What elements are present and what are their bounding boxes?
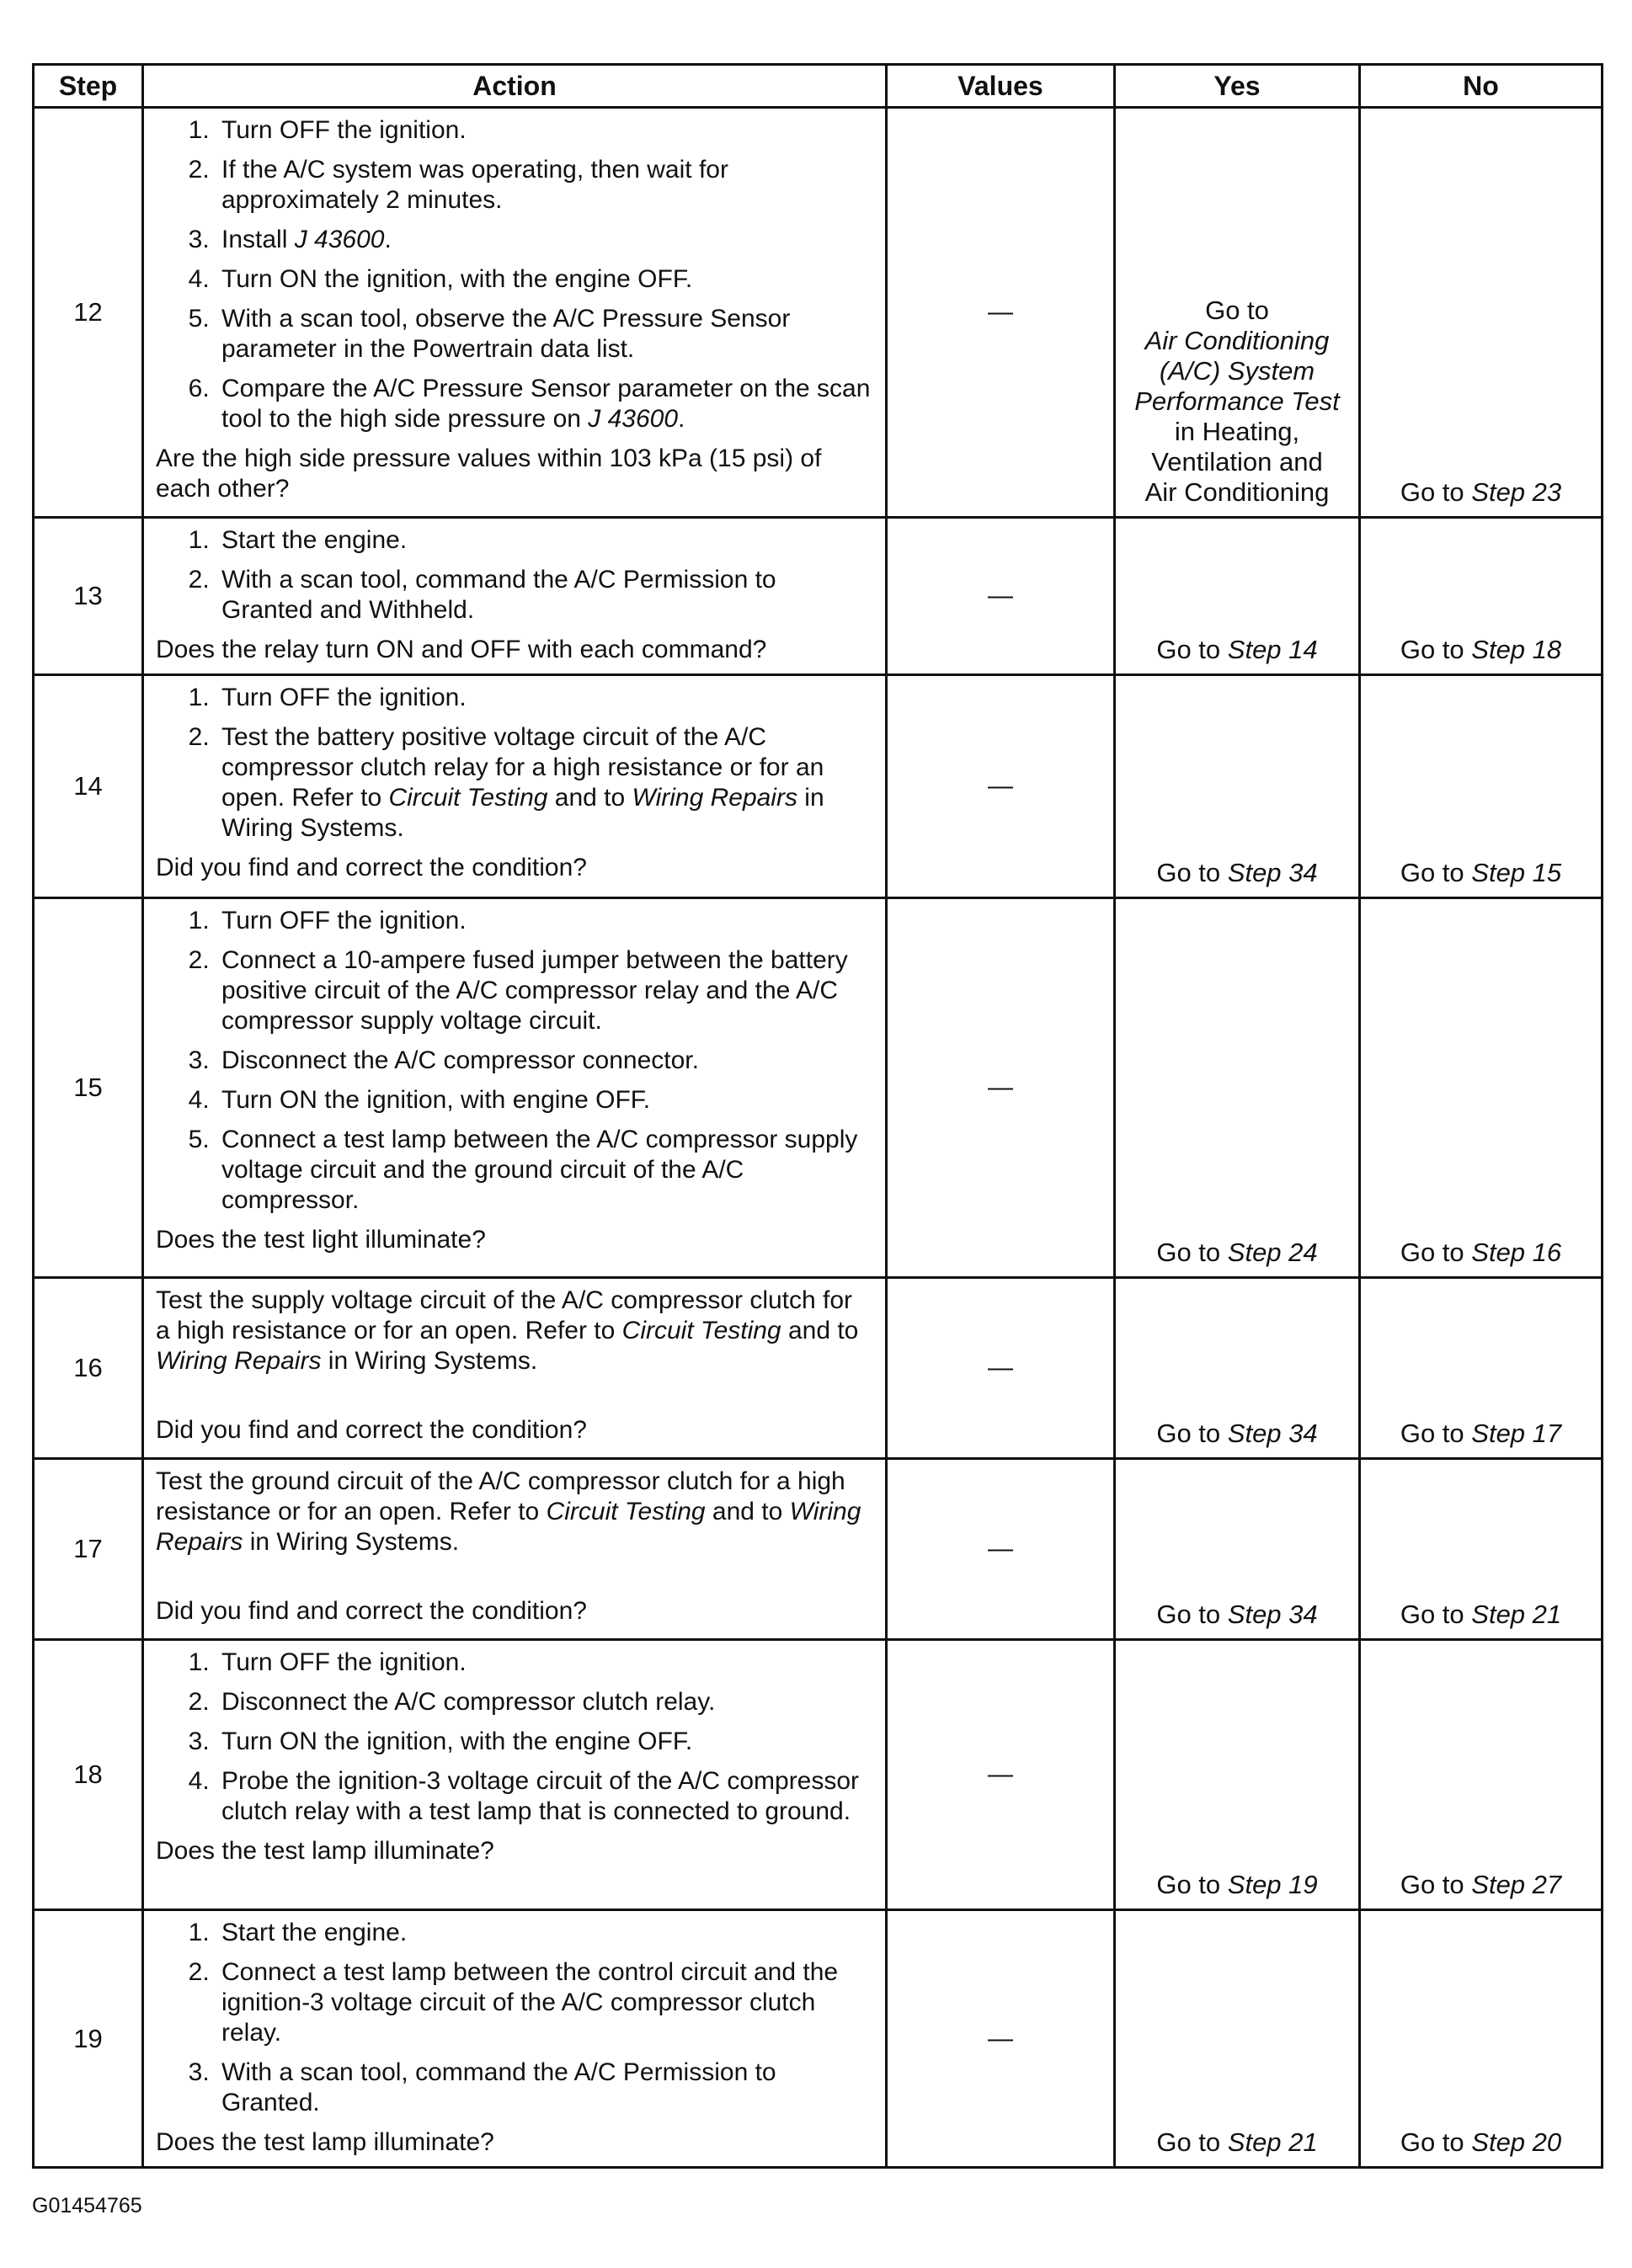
action-steps-list	[156, 906, 873, 1216]
reference-text: Step 17	[1471, 1419, 1562, 1448]
action-cell	[143, 518, 887, 675]
action-step	[216, 1648, 873, 1678]
action-paragraph	[156, 1286, 873, 1376]
step-number: 12	[34, 108, 143, 518]
text-run: Go to	[1156, 635, 1228, 664]
no-cell	[1360, 898, 1603, 1278]
action-question: Does the test lamp illuminate?	[156, 1837, 494, 1865]
text-run: Go to	[1156, 1870, 1228, 1899]
action-step	[216, 304, 873, 365]
text-run: and to	[705, 1498, 790, 1525]
action-step	[216, 1766, 873, 1827]
action-step	[216, 1687, 873, 1717]
text-run: Compare the A/C Pressure Sensor parameter on the scan tool to the high side pressure on	[221, 375, 871, 433]
action-steps-list	[156, 1648, 873, 1827]
figure-id: G01454765	[32, 2194, 142, 2217]
text-run: Go to	[1400, 2127, 1472, 2157]
reference-text: Step 34	[1227, 1600, 1318, 1629]
action-step	[216, 906, 873, 936]
text-run: Go to	[1400, 1870, 1472, 1899]
text-run: Connect a test lamp between the A/C compressor supply voltage circuit and the ground circuit of the A/C compressor.	[221, 1126, 858, 1214]
action-cell	[143, 1278, 887, 1459]
action-header: Action	[143, 65, 887, 108]
reference-text: J 43600	[588, 405, 679, 433]
reference-text: Step 15	[1471, 858, 1562, 887]
action-question: Did you find and correct the condition?	[156, 1597, 587, 1625]
action-step	[216, 1918, 873, 1948]
action-question: Are the high side pressure values within 103 kPa (15 psi) of each other?	[156, 445, 822, 503]
yes-cell	[1115, 1459, 1360, 1640]
action-step	[216, 155, 873, 216]
reference-text: Wiring Repairs	[632, 784, 797, 812]
table-row	[34, 108, 1603, 518]
text-run: Turn OFF the ignition.	[221, 116, 467, 144]
values-cell: —	[887, 518, 1115, 675]
text-run: Air Conditioning	[1144, 477, 1330, 507]
step-number: 16	[34, 1278, 143, 1459]
action-step	[216, 1727, 873, 1757]
reference-text: Air Conditioning	[1144, 326, 1330, 355]
reference-text: Performance Test	[1134, 386, 1340, 416]
text-run: and to	[781, 1317, 859, 1344]
table-row	[34, 1910, 1603, 2168]
table-row	[34, 1640, 1603, 1910]
action-step	[216, 225, 873, 255]
text-run: Test the supply voltage circuit of the A/C compressor clutch for a high resistance or for an open. Refer to	[156, 1286, 853, 1344]
text-run: Start the engine.	[221, 1919, 408, 1946]
yes-cell	[1115, 1278, 1360, 1459]
no-cell	[1360, 1459, 1603, 1640]
action-step	[216, 525, 873, 556]
yes-cell	[1115, 675, 1360, 898]
text-run: If the A/C system was operating, then wait for approximately 2 minutes.	[221, 156, 728, 214]
action-step	[216, 1125, 873, 1216]
action-question: Does the relay turn ON and OFF with each command?	[156, 636, 767, 663]
action-question: Does the test lamp illuminate?	[156, 2128, 494, 2156]
yes-header: Yes	[1115, 65, 1360, 108]
no-cell	[1360, 1910, 1603, 2168]
text-run: Start the engine.	[221, 526, 408, 554]
table-row	[34, 898, 1603, 1278]
text-run: and to	[547, 784, 632, 812]
action-step	[216, 115, 873, 146]
reference-text: Step 16	[1471, 1238, 1562, 1267]
action-step	[216, 1046, 873, 1076]
action-step	[216, 683, 873, 713]
text-run: Go to	[1400, 477, 1472, 507]
yes-cell	[1115, 1640, 1360, 1910]
reference-text: Step 18	[1471, 635, 1562, 664]
text-run: in Heating,	[1174, 417, 1300, 446]
text-run: Go to	[1205, 295, 1269, 325]
action-steps-list	[156, 115, 873, 434]
no-cell	[1360, 675, 1603, 898]
text-run: Turn ON the ignition, with the engine OFF.	[221, 265, 693, 293]
text-run: Go to	[1156, 1419, 1228, 1448]
text-run: Probe the ignition-3 voltage circuit of the A/C compressor clutch relay with a test lamp that is connected to ground.	[221, 1767, 860, 1825]
action-step	[216, 945, 873, 1036]
values-cell: —	[887, 1459, 1115, 1640]
action-step	[216, 1085, 873, 1115]
table-body	[34, 108, 1603, 2168]
values-cell: —	[887, 1910, 1115, 2168]
reference-text: Step 20	[1471, 2127, 1562, 2157]
text-run: Test the ground circuit of the A/C compressor clutch for a high resistance or for an open. Refer to	[156, 1467, 845, 1525]
reference-text: Step 21	[1227, 2127, 1318, 2157]
text-run: Go to	[1156, 2127, 1228, 2157]
text-run: Go to	[1400, 1419, 1472, 1448]
action-cell	[143, 675, 887, 898]
no-header: No	[1360, 65, 1603, 108]
reference-text: Step 23	[1471, 477, 1562, 507]
reference-text: Circuit Testing	[621, 1317, 781, 1344]
reference-text: Step 14	[1227, 635, 1318, 664]
reference-text: Step 34	[1227, 858, 1318, 887]
reference-text: Step 24	[1227, 1238, 1318, 1267]
action-step	[216, 1957, 873, 2048]
step-number: 13	[34, 518, 143, 675]
action-question: Did you find and correct the condition?	[156, 854, 587, 881]
step-number: 17	[34, 1459, 143, 1640]
text-run: Go to	[1400, 1600, 1472, 1629]
text-run: Turn ON the ignition, with the engine OFF.	[221, 1728, 693, 1755]
text-run: Go to	[1400, 858, 1472, 887]
text-run: Ventilation and	[1151, 447, 1323, 476]
action-cell	[143, 1910, 887, 2168]
action-step	[216, 2058, 873, 2118]
text-run: Connect a 10-ampere fused jumper between the battery positive circuit of the A/C compressor relay and the A/C compressor supply voltage circuit.	[221, 946, 848, 1035]
text-run: .	[384, 226, 392, 253]
action-step	[216, 374, 873, 434]
reference-text: Wiring Repairs	[156, 1347, 322, 1375]
table-row	[34, 675, 1603, 898]
reference-text: (A/C) System	[1159, 356, 1315, 386]
no-cell	[1360, 1640, 1603, 1910]
action-step	[216, 264, 873, 295]
table-row	[34, 1278, 1603, 1459]
text-run: Test the battery positive voltage circuit of the A/C compressor clutch relay for a high resistance or for an open. Refer to	[221, 723, 824, 812]
text-run: in Wiring Systems.	[221, 784, 824, 842]
text-run: Install	[221, 226, 295, 253]
action-steps-list	[156, 1918, 873, 2118]
reference-text: Circuit Testing	[388, 784, 548, 812]
text-run: Turn ON the ignition, with engine OFF.	[221, 1086, 651, 1114]
reference-text: Step 34	[1227, 1419, 1318, 1448]
text-run: in Wiring Systems.	[321, 1347, 538, 1375]
values-cell: —	[887, 675, 1115, 898]
action-paragraph	[156, 1467, 873, 1557]
values-header: Values	[887, 65, 1115, 108]
yes-cell	[1115, 518, 1360, 675]
action-cell	[143, 108, 887, 518]
values-cell: —	[887, 108, 1115, 518]
reference-text: Wiring Repairs	[156, 1498, 861, 1556]
text-run: Go to	[1400, 1238, 1472, 1267]
reference-text: Circuit Testing	[546, 1498, 706, 1525]
step-number: 14	[34, 675, 143, 898]
text-run: in Wiring Systems.	[243, 1528, 460, 1556]
reference-text: Step 19	[1227, 1870, 1318, 1899]
action-question: Does the test light illuminate?	[156, 1226, 486, 1254]
text-run: With a scan tool, observe the A/C Pressure Sensor parameter in the Powertrain data list.	[221, 305, 791, 363]
text-run: .	[678, 405, 685, 433]
text-run: Disconnect the A/C compressor clutch relay.	[221, 1688, 716, 1716]
header-row	[34, 65, 1603, 108]
reference-text: Step 21	[1471, 1600, 1562, 1629]
values-cell: —	[887, 898, 1115, 1278]
reference-text: J 43600	[294, 226, 385, 253]
action-step	[216, 565, 873, 626]
no-cell	[1360, 518, 1603, 675]
yes-cell	[1115, 1910, 1360, 2168]
yes-cell	[1115, 108, 1360, 518]
yes-cell	[1115, 898, 1360, 1278]
action-cell	[143, 1640, 887, 1910]
values-cell: —	[887, 1278, 1115, 1459]
action-step	[216, 722, 873, 844]
text-run: With a scan tool, command the A/C Permission to Granted.	[221, 2058, 776, 2116]
text-run: Connect a test lamp between the control circuit and the ignition-3 voltage circuit of the A/C compressor clutch relay.	[221, 1958, 839, 2047]
table-row	[34, 518, 1603, 675]
step-number: 18	[34, 1640, 143, 1910]
diagnostic-table	[32, 63, 1603, 2169]
text-run: Go to	[1400, 635, 1472, 664]
step-number: 15	[34, 898, 143, 1278]
step-number: 19	[34, 1910, 143, 2168]
text-run: Turn OFF the ignition.	[221, 1648, 467, 1676]
action-steps-list	[156, 683, 873, 844]
no-cell	[1360, 108, 1603, 518]
text-run: Turn OFF the ignition.	[221, 907, 467, 934]
no-cell	[1360, 1278, 1603, 1459]
table-row	[34, 1459, 1603, 1640]
text-run: With a scan tool, command the A/C Permission to Granted and Withheld.	[221, 566, 776, 624]
reference-text: Step 27	[1471, 1870, 1562, 1899]
action-cell	[143, 1459, 887, 1640]
action-steps-list	[156, 525, 873, 626]
action-cell	[143, 898, 887, 1278]
text-run: Go to	[1156, 1238, 1228, 1267]
text-run: Turn OFF the ignition.	[221, 684, 467, 711]
action-question: Did you find and correct the condition?	[156, 1416, 587, 1444]
text-run: Disconnect the A/C compressor connector.	[221, 1046, 699, 1074]
values-cell: —	[887, 1640, 1115, 1910]
text-run: Go to	[1156, 858, 1228, 887]
text-run: Go to	[1156, 1600, 1228, 1629]
step-header: Step	[34, 65, 143, 108]
